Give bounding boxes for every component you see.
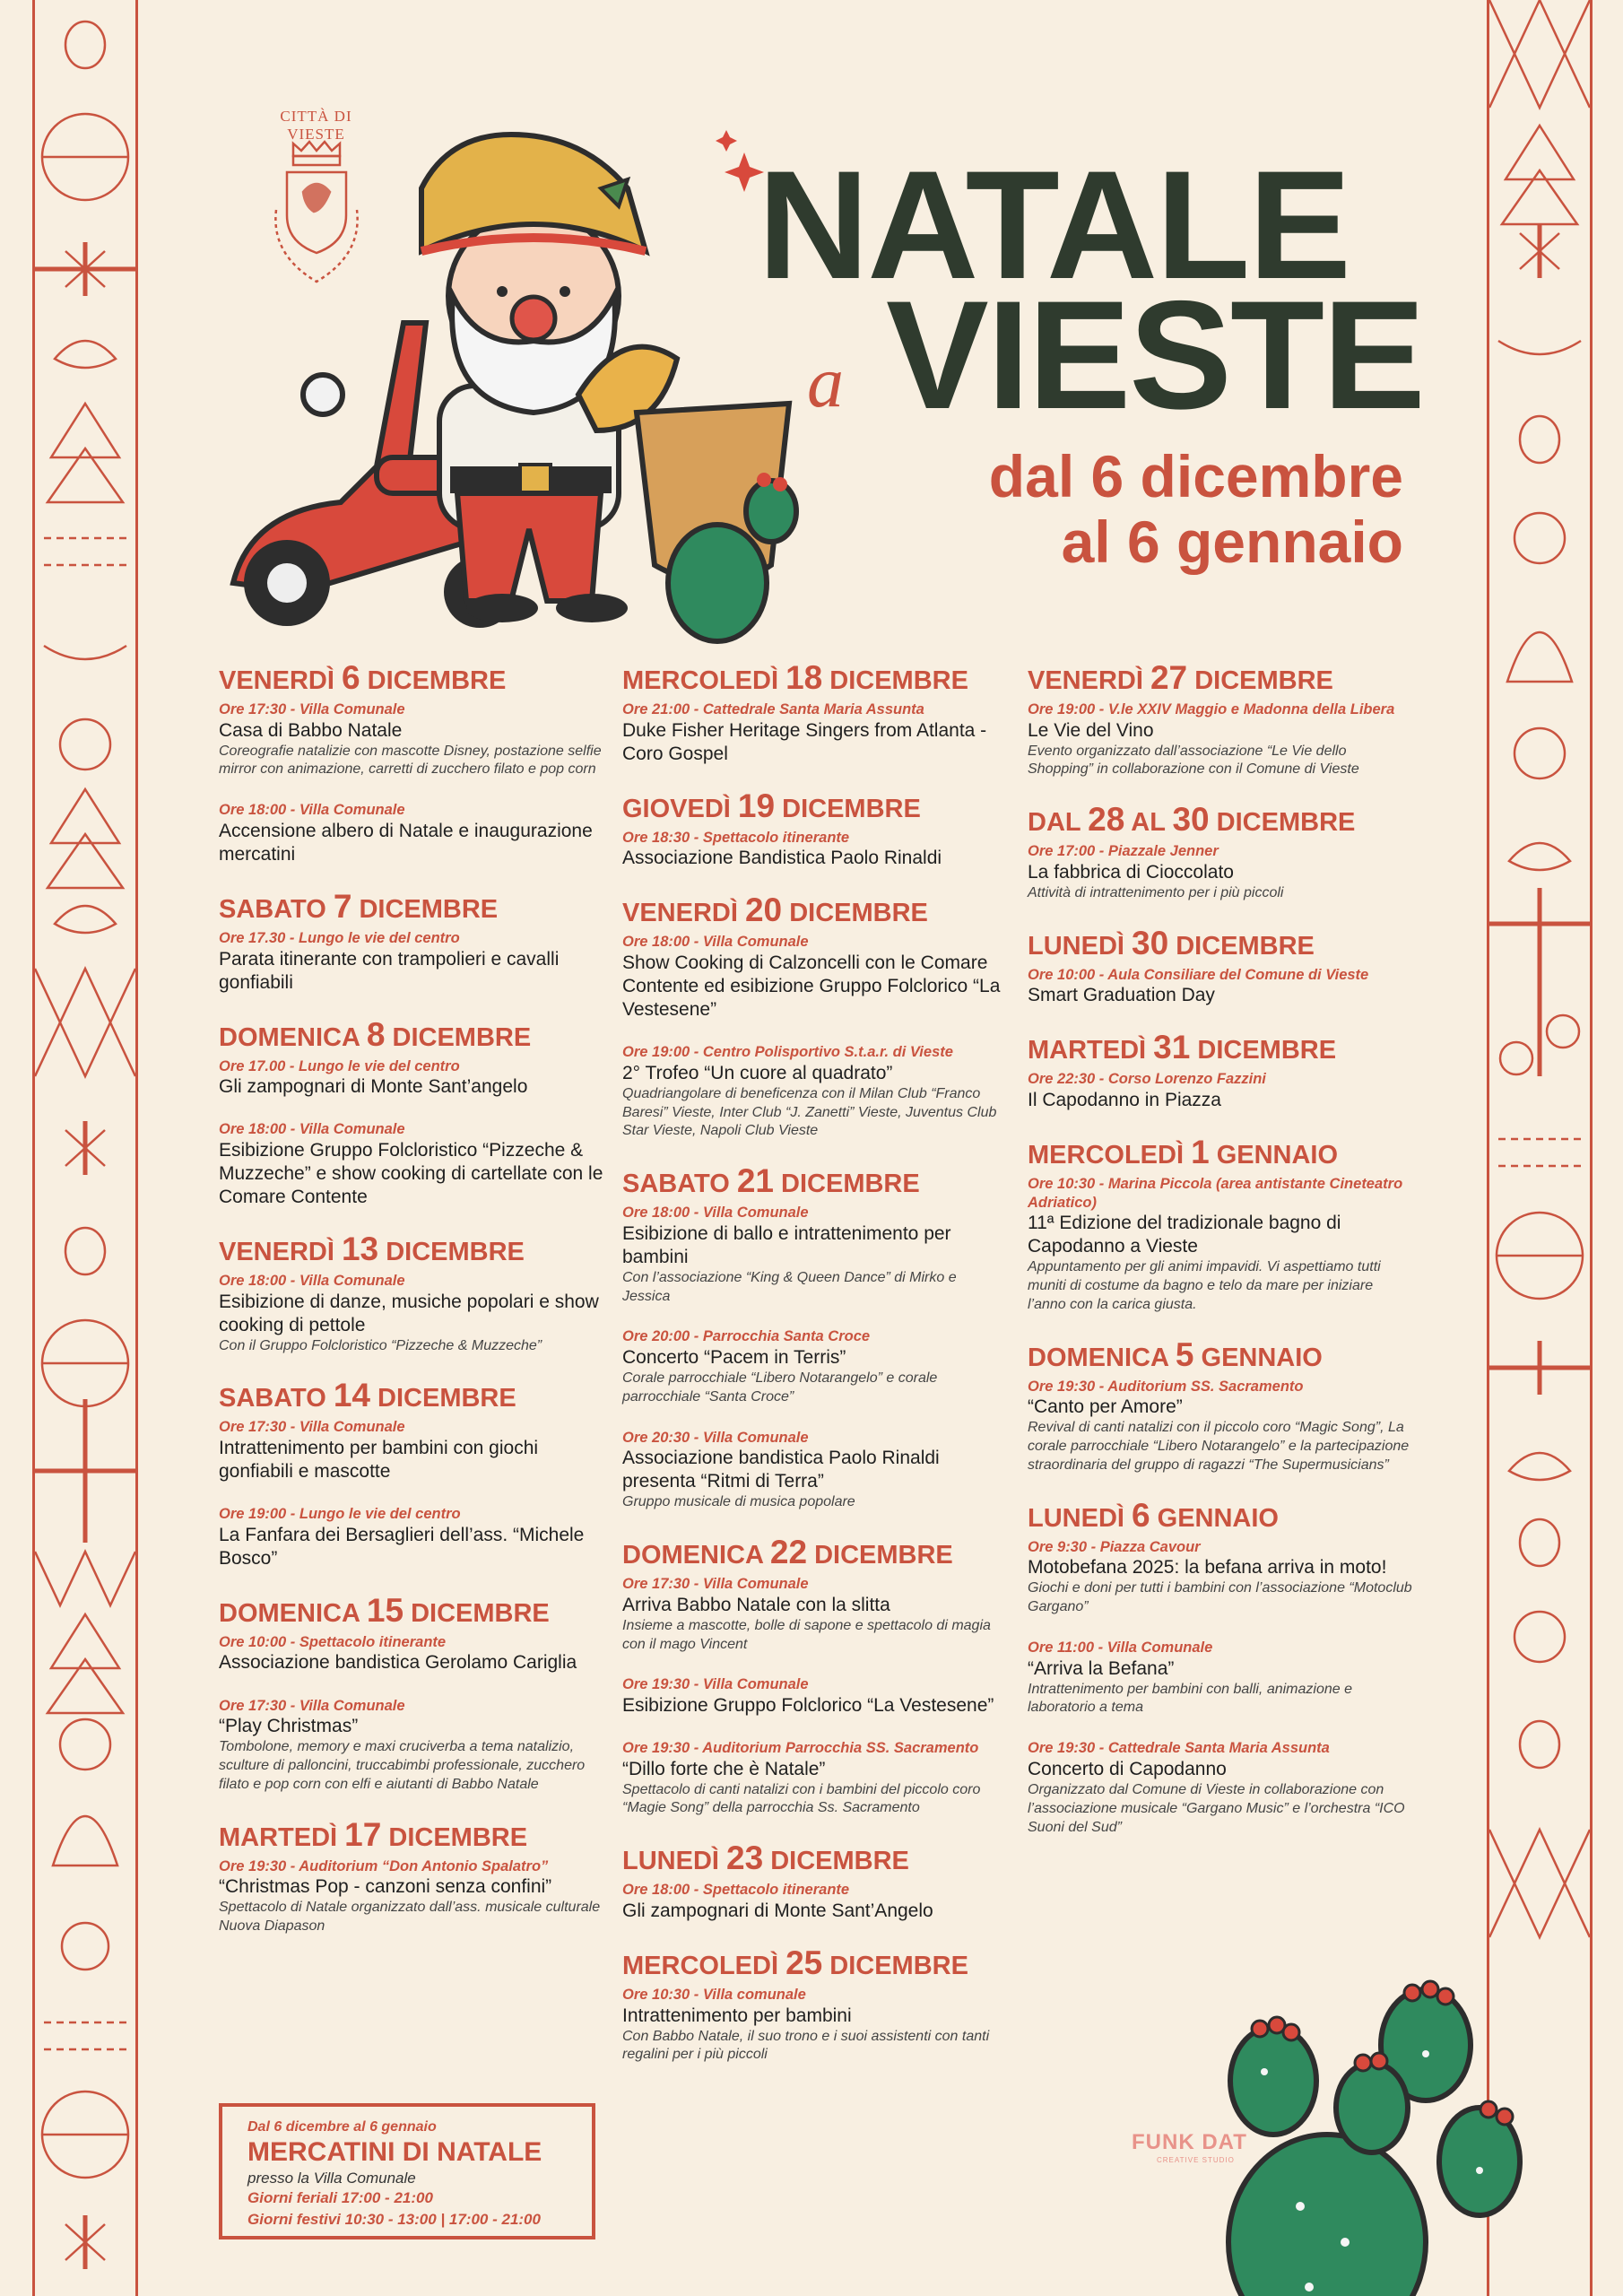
day-heading-post: DICEMBRE	[381, 1822, 528, 1852]
event-description: Appuntamento per gli animi impavidi. Vi aspettiamo tutti muniti di costume da bagno e telo da mare per iniziare l’anno con la carica giusta.	[1028, 1259, 1381, 1312]
lights-icon	[1498, 341, 1581, 354]
event-time: Ore 17:00 - Piazzale Jenner	[1028, 843, 1219, 860]
day-heading-num: 5	[1175, 1335, 1194, 1373]
event-time: Ore 11:00 - Villa Comunale	[1028, 1639, 1213, 1657]
day-heading-num: 25	[785, 1944, 823, 1981]
day-heading-post: DICEMBRE	[782, 899, 928, 928]
day-heading	[1028, 1497, 1413, 1535]
event-description: Con Babbo Natale, il suo trono e i suoi assistenti con tanti regalini per i più piccoli	[622, 2028, 990, 2063]
event-description: Attività di intrattenimento per i più piccoli	[1028, 884, 1284, 900]
diamond-pattern	[35, 1552, 135, 1605]
event-description: Corale parrocchiale “Libero Notarangelo” e corale parrocchiale “Santa Croce”	[622, 1370, 938, 1405]
event-item	[622, 1429, 1008, 1512]
event-title: La Fanfara dei Bersaglieri dell’ass. “Michele Bosco”	[219, 1524, 585, 1569]
day-heading-num: 13	[341, 1231, 379, 1267]
day-heading-post: GENNAIO	[1193, 1343, 1323, 1372]
day-heading-num: 18	[785, 659, 823, 696]
event-description: Spettacolo di canti natalizi con i bambini del piccolo coro “Magie Song” della parrocchia Ss. Sacramento	[622, 1781, 981, 1816]
day-heading-pre: GIOVEDÌ	[622, 794, 738, 823]
event-description: Coreografie natalizie con mascotte Disney, postazione selfie mirror con animazione, carretti di zucchero filato e pop corn	[219, 743, 602, 778]
event-item	[1028, 966, 1413, 1008]
event-title: Le Vie del Vino	[1028, 719, 1154, 741]
day-heading-post2: DICEMBRE	[1209, 808, 1356, 838]
event-item	[1028, 1070, 1413, 1112]
day-heading-num: 23	[726, 1839, 764, 1877]
event-description: Revival di canti natalizi con il piccolo coro “Magic Song”, La corale parrocchiale “Libero Notarangelo” e la partecipazione straordinaria del gruppo di ragazzi “The Supermusicians”	[1028, 1420, 1410, 1473]
mercatini-title: MERCATINI DI NATALE	[247, 2137, 542, 2167]
event-item	[1028, 1739, 1413, 1837]
day-block	[622, 1839, 1008, 1923]
program-column-1	[219, 659, 604, 1958]
day-heading	[219, 1377, 604, 1414]
diamond-pattern	[35, 969, 135, 1076]
pizza-icon	[1515, 728, 1565, 778]
event-title: Accensione albero di Natale e inaugurazione mercatini	[219, 820, 593, 865]
day-heading	[622, 659, 1008, 697]
day-heading	[622, 1839, 1008, 1877]
date-range-end: al 6 gennaio	[1061, 508, 1403, 575]
day-block	[622, 659, 1008, 766]
day-heading-num: 7	[333, 887, 352, 925]
tree-icon	[48, 789, 123, 888]
event-title: Il Capodanno in Piazza	[1028, 1089, 1221, 1110]
pattern-icon	[1498, 1139, 1581, 1166]
day-heading-num: 21	[736, 1162, 774, 1200]
pizza-icon	[60, 1719, 110, 1770]
event-item	[622, 700, 1008, 766]
event-time: Ore 19:30 - Auditorium SS. Sacramento	[1028, 1378, 1304, 1395]
day-heading-pre: LUNEDÌ	[1028, 1503, 1132, 1533]
event-description: Gruppo musicale di musica popolare	[622, 1494, 855, 1510]
title-a: a	[807, 341, 844, 422]
event-description: Intrattenimento per bambini con balli, animazione e laboratorio a tema	[1028, 1681, 1352, 1716]
day-heading-post: GENNAIO	[1209, 1141, 1339, 1170]
event-item	[622, 829, 1008, 871]
day-heading	[622, 787, 1008, 825]
day-heading-pre: MERCOLEDÌ	[622, 666, 786, 695]
program-column-2	[622, 659, 1008, 2086]
day-block	[622, 891, 1008, 1141]
event-title: “Arriva la Befana”	[1028, 1657, 1175, 1679]
day-heading-num: 1	[1191, 1134, 1210, 1171]
event-item	[1028, 842, 1413, 902]
event-title: Show Cooking di Calzoncelli con le Comare Contente ed esibizione Gruppo Folclorico “La Vestesene”	[622, 952, 1001, 1021]
event-title: Esibizione Gruppo Folclorico “La Vestesene”	[622, 1695, 994, 1716]
event-time: Ore 19:30 - Villa Comunale	[622, 1676, 809, 1693]
lights-icon	[44, 646, 126, 659]
event-item	[219, 700, 604, 779]
santa-scooter-illustration	[215, 117, 825, 646]
tree-icon	[48, 1614, 123, 1713]
studio-credit: FUNK DAT	[1132, 2130, 1247, 2154]
event-description: Tombolone, memory e maxi cruciverba a tema natalizio, sculture di palloncini, truccabimbi professionale, zucchero filato e pop corn con elfi e aiutanti di Babbo Natale	[219, 1739, 586, 1792]
day-heading	[1028, 1336, 1413, 1374]
mercatini-weekday-hours: Giorni feriali 17:00 - 21:00	[247, 2189, 433, 2206]
day-heading-post: GENNAIO	[1150, 1503, 1279, 1533]
event-title: Gli zampognari di Monte Sant’angelo	[219, 1076, 528, 1098]
event-time: Ore 19:00 - Lungo le vie del centro	[219, 1506, 461, 1523]
event-time: Ore 21:00 - Cattedrale Santa Maria Assunta	[622, 701, 924, 718]
day-heading-pre: DOMENICA	[622, 1541, 770, 1570]
event-title: Intrattenimento per bambini con giochi gonfiabili e mascotte	[219, 1438, 539, 1483]
day-heading	[622, 1162, 1008, 1200]
event-item	[1028, 1175, 1413, 1315]
day-heading	[219, 1592, 604, 1630]
event-description: Quadriangolare di beneficenza con il Milan Club “Franco Baresi” Vieste, Inter Club “J. Zanetti” Vieste, Juventus Club Star Vieste, Napoli Club Vieste	[622, 1085, 997, 1139]
day-heading	[219, 1816, 604, 1854]
event-title: Concerto “Pacem in Terris”	[622, 1347, 846, 1369]
day-block	[1028, 801, 1413, 902]
event-item	[622, 1204, 1008, 1306]
pastry-icon	[1520, 1721, 1559, 1768]
event-item	[622, 1881, 1008, 1923]
event-title: Associazione bandistica Gerolamo Cariglia	[219, 1652, 577, 1674]
day-block	[1028, 925, 1413, 1008]
day-block	[219, 1377, 604, 1570]
day-heading-pre: SABATO	[219, 1384, 334, 1413]
event-time: Ore 17:30 - Villa Comunale	[219, 1697, 405, 1714]
event-time: Ore 18:00 - Villa Comunale	[622, 1205, 809, 1222]
sparkle-icon	[716, 130, 764, 192]
event-title: Casa di Babbo Natale	[219, 719, 403, 741]
day-heading-num2: 30	[1172, 801, 1210, 839]
day-heading	[1028, 1134, 1413, 1171]
day-heading	[1028, 801, 1413, 839]
pizza-icon	[1515, 513, 1565, 563]
event-item	[1028, 1639, 1413, 1718]
event-time: Ore 19:00 - Centro Polisportivo S.t.a.r. di Vieste	[622, 1044, 953, 1061]
day-heading-pre: DOMENICA	[219, 1022, 367, 1052]
ornament-icon	[1500, 1042, 1532, 1074]
day-heading-pre: DOMENICA	[1028, 1343, 1176, 1372]
day-block	[622, 1534, 1008, 1818]
event-description: Giochi e doni per tutti i bambini con l’associazione “Motoclub Gargano”	[1028, 1580, 1412, 1615]
pattern-icon	[44, 538, 126, 565]
day-heading-post: DICEMBRE	[385, 1022, 532, 1052]
day-heading	[219, 1016, 604, 1054]
event-description: Organizzato dal Comune di Vieste in collaborazione con l’associazione musicale “Gargano Music” e l’orchestra “ICO Suoni del Sud”	[1028, 1781, 1405, 1835]
event-title: Concerto di Capodanno	[1028, 1758, 1227, 1779]
event-item	[219, 1418, 604, 1483]
day-block	[622, 1944, 1008, 2065]
event-item	[622, 1675, 1008, 1718]
event-item	[219, 1697, 604, 1795]
event-time: Ore 10:00 - Spettacolo itinerante	[219, 1633, 447, 1650]
event-item	[1028, 1378, 1413, 1475]
day-heading	[622, 1534, 1008, 1571]
day-heading-pre: DAL	[1028, 808, 1089, 838]
day-heading-post: DICEMBRE	[1190, 1036, 1337, 1065]
day-heading-num: 15	[366, 1591, 404, 1629]
mercatini-location: presso la Villa Comunale	[247, 2170, 416, 2187]
day-block	[1028, 1029, 1413, 1112]
day-heading-post: DICEMBRE	[763, 1847, 909, 1876]
event-time: Ore 19:30 - Auditorium “Don Antonio Spalatro”	[219, 1857, 549, 1874]
pattern-icon	[44, 2022, 126, 2049]
day-block	[1028, 1336, 1413, 1475]
event-time: Ore 19:00 - V.le XXIV Maggio e Madonna della Libera	[1028, 701, 1395, 718]
event-title: Arriva Babbo Natale con la slitta	[622, 1594, 890, 1615]
mercatini-box	[219, 2103, 595, 2239]
event-title: “Canto per Amore”	[1028, 1396, 1183, 1418]
diamond-pattern	[1489, 1830, 1590, 1937]
event-time: Ore 17.30 - Lungo le vie del centro	[219, 929, 460, 946]
day-heading	[219, 1231, 604, 1268]
day-heading	[622, 1944, 1008, 1982]
day-block	[219, 1816, 604, 1936]
santa-hat-icon	[53, 1816, 117, 1866]
pastry-icon	[55, 906, 116, 933]
event-title: La fabbrica di Cioccolato	[1028, 861, 1234, 883]
event-item	[219, 1633, 604, 1675]
ornament-icon	[62, 1923, 108, 1970]
border-pattern-right	[1489, 0, 1590, 2296]
day-heading-post: DICEMBRE	[378, 1238, 525, 1266]
day-heading-post: DICEMBRE	[404, 1598, 550, 1628]
pastry-icon	[55, 341, 116, 368]
pastry-icon	[1509, 843, 1570, 870]
day-heading-post: DICEMBRE	[807, 1541, 953, 1570]
event-item	[219, 801, 604, 866]
event-time: Ore 19:30 - Auditorium Parrocchia SS. Sacramento	[622, 1740, 979, 1757]
day-heading-post: DICEMBRE	[822, 666, 968, 695]
event-item	[219, 1057, 604, 1100]
mercatini-dates: Dal 6 dicembre al 6 gennaio	[247, 2119, 437, 2135]
day-heading-pre: SABATO	[622, 1170, 737, 1199]
event-title: Smart Graduation Day	[1028, 985, 1215, 1006]
day-heading-post: AL	[1124, 808, 1173, 838]
day-heading-num: 14	[333, 1377, 370, 1414]
day-heading-num: 8	[366, 1015, 386, 1053]
event-item	[1028, 1538, 1413, 1617]
event-time: Ore 19:30 - Cattedrale Santa Maria Assunta	[1028, 1740, 1330, 1757]
event-item	[1028, 700, 1413, 779]
event-time: Ore 20:30 - Villa Comunale	[622, 1429, 809, 1446]
event-time: Ore 18:00 - Spettacolo itinerante	[622, 1882, 850, 1899]
event-title: 11ª Edizione del tradizionale bagno di Capodanno a Vieste	[1028, 1213, 1341, 1257]
day-heading	[219, 888, 604, 926]
day-block	[1028, 1497, 1413, 1838]
day-heading-num: 22	[769, 1534, 808, 1571]
event-time: Ore 9:30 - Piazza Cavour	[1028, 1538, 1201, 1555]
event-time: Ore 20:00 - Parrocchia Santa Croce	[622, 1328, 871, 1345]
event-title: Motobefana 2025: la befana arriva in moto!	[1028, 1557, 1387, 1578]
day-heading-pre: SABATO	[219, 894, 334, 924]
event-description: Insieme a mascotte, bolle di sapone e spettacolo di magia con il mago Vincent	[622, 1617, 991, 1652]
pizza-icon	[60, 719, 110, 770]
day-block	[219, 1592, 604, 1795]
date-range-start: dal 6 dicembre	[988, 443, 1403, 509]
day-block	[219, 1231, 604, 1355]
event-title: Gli zampognari di Monte Sant’Angelo	[622, 1900, 933, 1921]
day-heading-pre: MERCOLEDÌ	[1028, 1141, 1192, 1170]
border-pattern-left	[35, 0, 135, 2296]
event-title: Duke Fisher Heritage Singers from Atlanta - Coro Gospel	[622, 719, 987, 764]
diamond-pattern	[1489, 0, 1590, 108]
event-time: Ore 10:30 - Villa comunale	[622, 1986, 806, 2003]
ornament-icon	[1547, 1015, 1579, 1048]
day-block	[219, 888, 604, 995]
day-heading-pre: VENERDÌ	[219, 666, 342, 695]
day-block	[1028, 659, 1413, 779]
event-item	[219, 1857, 604, 1936]
day-heading-post: DICEMBRE	[773, 1170, 920, 1199]
day-block	[219, 1016, 604, 1209]
day-block	[219, 659, 604, 866]
event-description: Spettacolo di Natale organizzato dall’ass. musicale culturale Nuova Diapason	[219, 1900, 601, 1935]
tree-icon	[48, 404, 123, 502]
event-item	[622, 1327, 1008, 1406]
date-range	[989, 444, 1403, 574]
event-time: Ore 10:00 - Aula Consiliare del Comune di Vieste	[1028, 966, 1369, 983]
day-heading	[1028, 1029, 1413, 1066]
event-title: 2° Trofeo “Un cuore al quadrato”	[622, 1062, 893, 1083]
event-time: Ore 18:00 - Villa Comunale	[219, 1273, 405, 1289]
santa-hat-icon	[1507, 632, 1572, 682]
day-heading-post: DICEMBRE	[369, 1384, 516, 1413]
day-heading	[219, 659, 604, 697]
event-title: “Dillo forte che è Natale”	[622, 1758, 826, 1779]
cactus-illustration	[1219, 1973, 1529, 2296]
event-item	[622, 1739, 1008, 1818]
event-item	[219, 1505, 604, 1570]
day-heading-post: DICEMBRE	[775, 794, 921, 823]
mercatini-holiday-hours: Giorni festivi 10:30 - 13:00 | 17:00 - 21:00	[247, 2210, 541, 2228]
event-item	[622, 1043, 1008, 1141]
event-description: Con il Gruppo Folcloristico “Pizzeche & Muzzeche”	[219, 1337, 542, 1353]
tree-icon	[1502, 126, 1577, 224]
day-heading-pre: MERCOLEDÌ	[622, 1951, 786, 1980]
event-time: Ore 18:00 - Villa Comunale	[219, 1121, 405, 1138]
day-heading	[1028, 925, 1413, 962]
day-heading-num: 27	[1150, 659, 1188, 696]
event-description: Con l’associazione “King & Queen Dance” di Mirko e Jessica	[622, 1269, 957, 1304]
event-title: Esibizione di ballo e intrattenimento per bambini	[622, 1222, 951, 1267]
event-time: Ore 17.00 - Lungo le vie del centro	[219, 1057, 460, 1074]
day-heading-pre: VENERDÌ	[219, 1238, 342, 1266]
day-block	[1028, 1134, 1413, 1315]
pizza-icon	[1515, 1612, 1565, 1662]
day-heading-pre: VENERDÌ	[1028, 666, 1150, 695]
event-item	[219, 929, 604, 995]
day-heading-num: 20	[744, 891, 783, 929]
event-time: Ore 17:30 - Villa Comunale	[622, 1576, 809, 1593]
right-decorative-border	[1487, 0, 1593, 2296]
event-item	[622, 933, 1008, 1022]
day-heading-pre: LUNEDÌ	[622, 1847, 726, 1876]
day-heading-num: 6	[341, 659, 360, 696]
title-city: VIESTE	[886, 269, 1424, 441]
pastry-icon	[1520, 1519, 1559, 1566]
event-time: Ore 18:30 - Spettacolo itinerante	[622, 829, 850, 846]
day-heading-num: 19	[737, 787, 776, 824]
day-heading-num: 17	[344, 1815, 382, 1853]
day-heading-post: DICEMBRE	[352, 894, 499, 924]
event-title: Esibizione di danze, musiche popolari e show cooking di pettole	[219, 1291, 599, 1335]
event-title: Intrattenimento per bambini	[622, 2005, 852, 2026]
day-heading-num: 28	[1088, 801, 1125, 839]
event-item	[219, 1272, 604, 1355]
day-heading-num: 6	[1132, 1496, 1150, 1534]
day-block	[622, 787, 1008, 871]
pastry-icon	[65, 1228, 105, 1274]
day-block	[622, 1162, 1008, 1512]
day-heading-post: DICEMBRE	[822, 1951, 968, 1980]
event-title: “Christmas Pop - canzoni senza confini”	[219, 1876, 552, 1898]
day-heading	[1028, 659, 1413, 697]
day-heading-pre: MARTEDÌ	[1028, 1036, 1154, 1065]
event-title: Parata itinerante con trampolieri e cavalli gonfiabili	[219, 948, 560, 993]
day-heading-pre: MARTEDÌ	[219, 1822, 345, 1852]
day-heading	[622, 891, 1008, 929]
event-time: Ore 18:00 - Villa Comunale	[219, 802, 405, 819]
event-title: Associazione Bandistica Paolo Rinaldi	[622, 848, 942, 869]
event-time: Ore 17:30 - Villa Comunale	[219, 1419, 405, 1436]
event-item	[622, 1575, 1008, 1654]
day-heading-pre: DOMENICA	[219, 1598, 367, 1628]
pastry-icon	[1520, 416, 1559, 463]
day-heading-post: DICEMBRE	[1187, 666, 1333, 695]
day-heading-post: DICEMBRE	[360, 666, 507, 695]
pastry-icon	[1509, 1453, 1570, 1480]
day-heading-pre: LUNEDÌ	[1028, 931, 1132, 961]
event-description: Evento organizzato dall’associazione “Le Vie dello Shopping” in collaborazione con il Comune di Vieste	[1028, 743, 1359, 778]
day-heading-num: 30	[1132, 924, 1169, 961]
event-time: Ore 22:30 - Corso Lorenzo Fazzini	[1028, 1071, 1266, 1088]
day-heading-post: DICEMBRE	[1168, 931, 1315, 961]
event-title: “Play Christmas”	[219, 1716, 359, 1737]
logo-text: CITTÀ DI VIESTE	[280, 108, 352, 143]
pastry-icon	[65, 22, 105, 68]
left-decorative-border	[32, 0, 138, 2296]
title-main: NATALE	[758, 139, 1350, 311]
event-item	[219, 1120, 604, 1209]
event-title: Associazione bandistica Paolo Rinaldi presenta “Ritmi di Terra”	[622, 1448, 940, 1492]
event-title: Esibizione Gruppo Folcloristico “Pizzeche & Muzzeche” e show cooking di cartellate con le Comare Contente	[219, 1139, 603, 1207]
day-heading-pre: VENERDÌ	[622, 899, 745, 928]
event-time: Ore 18:00 - Villa Comunale	[622, 934, 809, 951]
studio-credit-sub: CREATIVE STUDIO	[1157, 2156, 1235, 2164]
event-item	[622, 1986, 1008, 2065]
program-column-3	[1028, 659, 1413, 1858]
day-heading-num: 31	[1153, 1029, 1191, 1066]
event-time: Ore 17:30 - Villa Comunale	[219, 701, 405, 718]
event-time: Ore 10:30 - Marina Piccola (area antistante Cineteatro Adriatico)	[1028, 1176, 1403, 1211]
